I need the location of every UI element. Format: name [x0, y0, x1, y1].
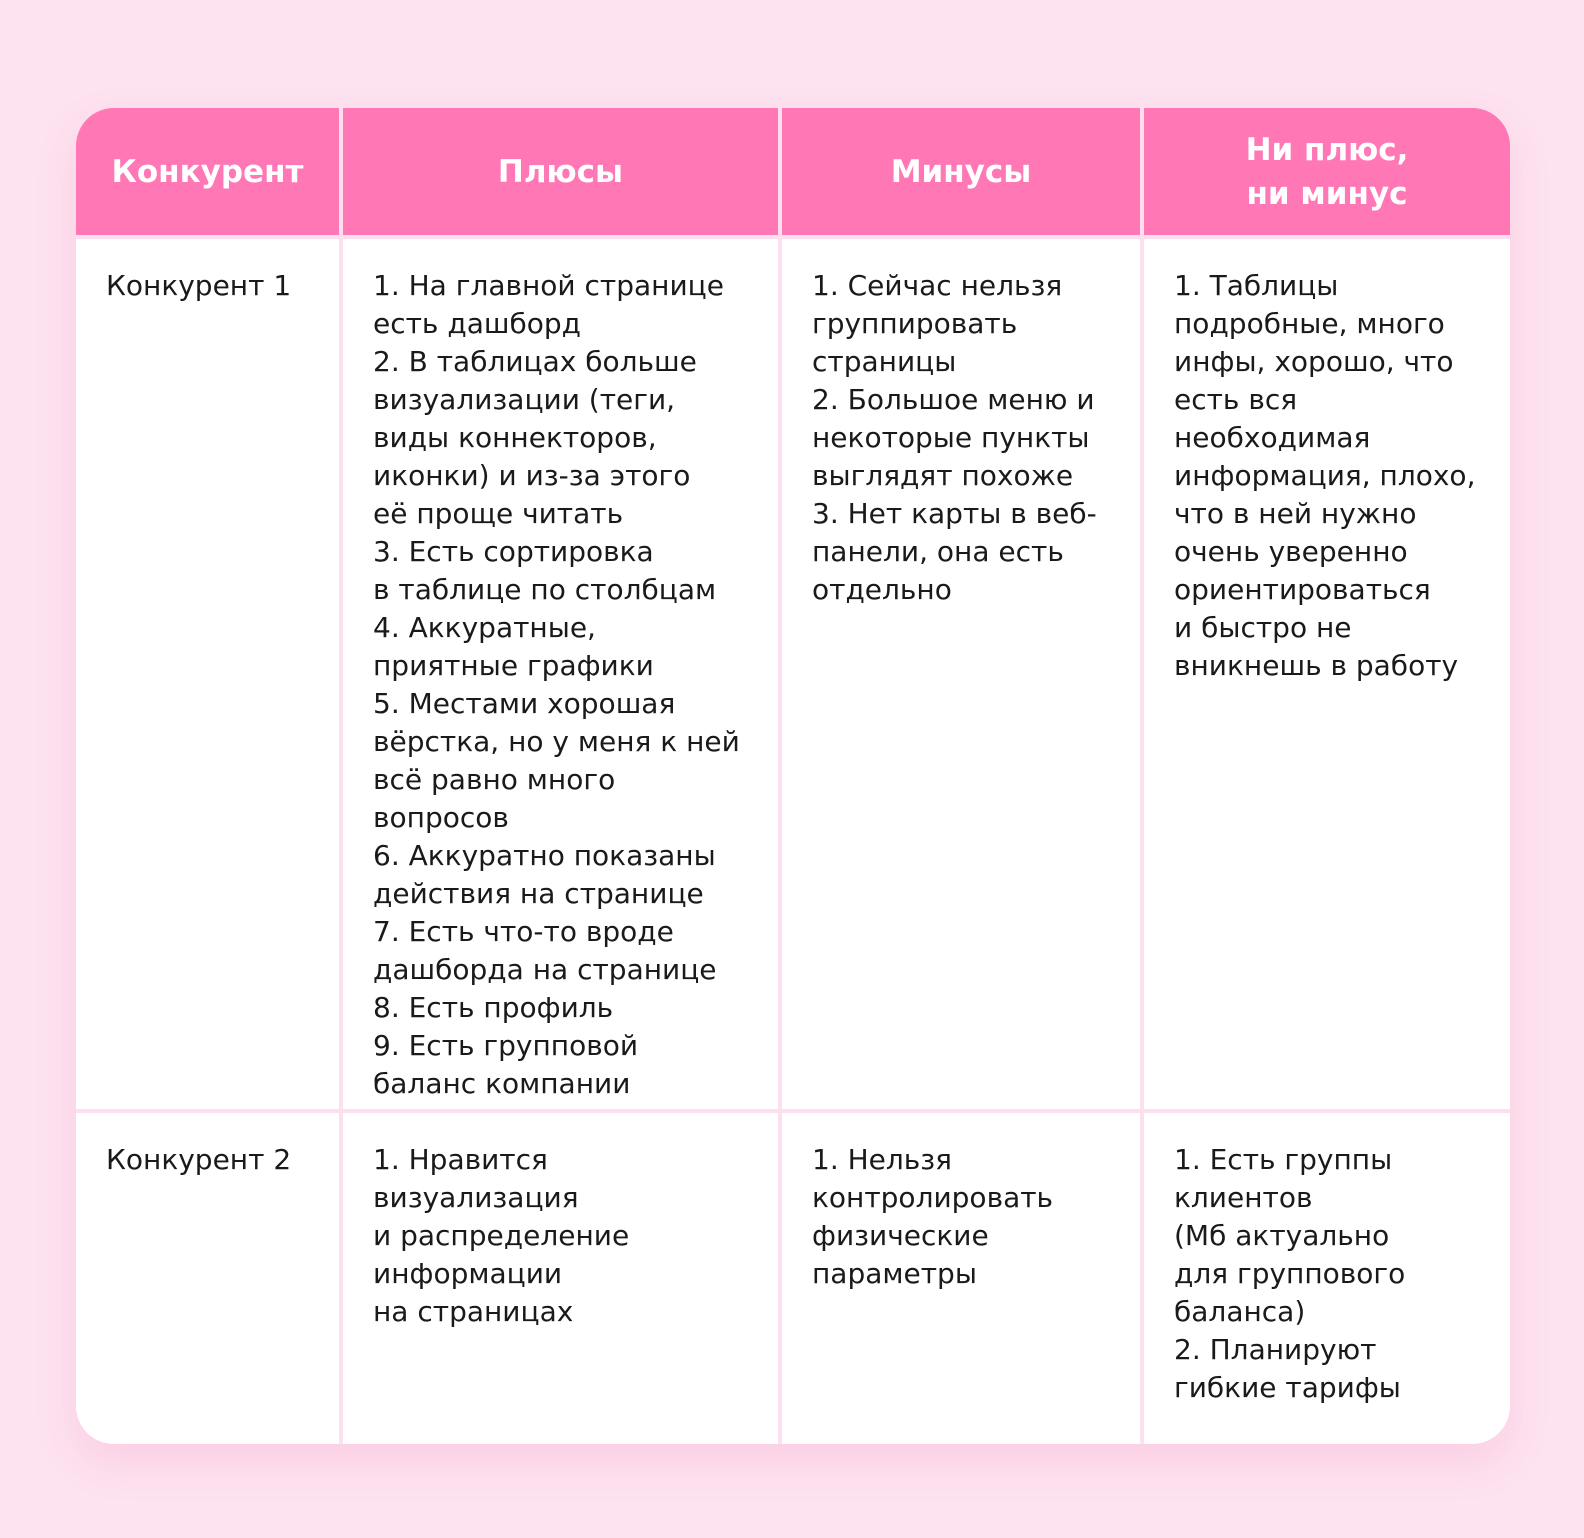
header-competitor: Конкурент [76, 108, 339, 235]
row1-cons: 1. Сейчас нельзя группировать страницы 2. Большое меню и некоторые пункты выглядят похоже 3. Нет карты в веб- панели, она есть отдельно [782, 239, 1140, 1109]
header-pros: Плюсы [343, 108, 778, 235]
header-cons: Минусы [782, 108, 1140, 235]
header-neutral: Ни плюс, ни минус [1144, 108, 1510, 235]
row1-competitor-name: Конкурент 1 [76, 239, 339, 1109]
row1-neutral: 1. Таблицы подробные, много инфы, хорошо, что есть вся необходимая информация, плохо, что в ней нужно очень уверенно ориентироваться и быстро не вникнешь в работу [1144, 239, 1510, 1109]
comparison-table [76, 108, 1510, 1444]
row2-cons: 1. Нельзя контролировать физические параметры [782, 1113, 1140, 1444]
row2-competitor-name: Конкурент 2 [76, 1113, 339, 1444]
comparison-table-card [76, 108, 1510, 1444]
row2-neutral: 1. Есть группы клиентов (Мб актуально для группового баланса) 2. Планируют гибкие тарифы [1144, 1113, 1510, 1444]
row2-pros: 1. Нравится визуализация и распределение информации на страницах [343, 1113, 778, 1444]
row1-pros: 1. На главной странице есть дашборд 2. В таблицах больше визуализации (теги, виды коннекторов, иконки) и из-за этого её проще читать 3. Есть сортировка в таблице по столбцам 4. Аккуратные, приятные графики 5. Местами хорошая вёрстка, но у меня к ней всё равно много вопросов 6. Аккуратно показаны действия на странице 7. Есть что-то вроде дашборда на странице 8. Есть профиль 9. Есть групповой баланс компании [343, 239, 778, 1109]
